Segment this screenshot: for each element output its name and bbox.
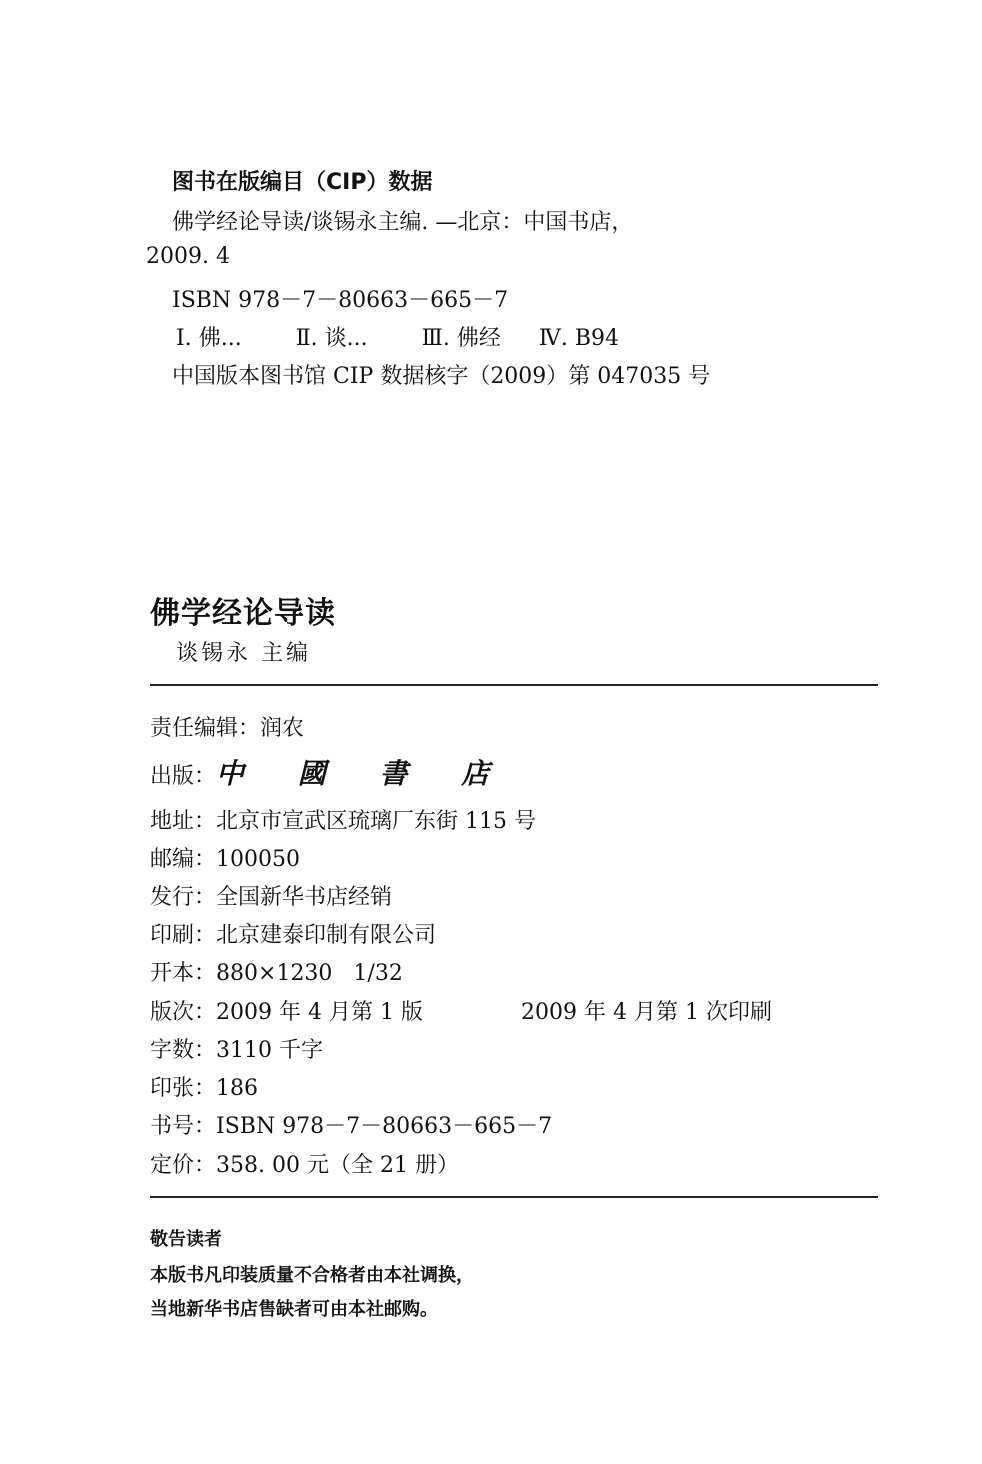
cip-class-1-num: Ⅰ [176, 326, 185, 351]
cip-classification: Ⅰ. 佛... Ⅱ. 谈... Ⅲ. 佛经 Ⅳ. B94 [176, 326, 620, 351]
publisher-row [150, 752, 511, 792]
notice-heading: 敬告读者 [150, 1229, 222, 1250]
distribution-row [150, 880, 392, 911]
cip-class-3-num: Ⅲ [421, 326, 443, 351]
printing-impression: 2009 年 4 月第 1 次印刷 [521, 1000, 772, 1025]
divider-bottom [150, 1196, 878, 1198]
sheets-label: 印张： [150, 1076, 217, 1101]
booknumber-row [150, 1109, 552, 1140]
editor-label: 责任编辑： [150, 716, 261, 741]
cip-heading: 图书在版编目（CIP）数据 [172, 170, 433, 195]
format-row [150, 956, 403, 987]
printing-label: 印刷： [150, 923, 217, 948]
editor-value: 润农 [260, 716, 305, 741]
wordcount-label: 字数： [150, 1038, 217, 1063]
cip-line-1: 佛学经论导读/谈锡永主编. —北京：中国书店， [172, 210, 634, 235]
wordcount-row [150, 1033, 323, 1064]
price-value: 358. 00 元（全 21 册） [216, 1153, 459, 1178]
book-author: 谈锡永 主编 [176, 641, 311, 666]
cip-class-1-text: 佛... [198, 326, 242, 351]
divider-top [150, 684, 878, 686]
sheets-row [150, 1071, 258, 1102]
wordcount-value: 3110 千字 [216, 1038, 323, 1063]
address-row [150, 804, 536, 835]
address-value: 北京市宣武区琉璃厂东街 115 号 [216, 809, 536, 834]
sheets-value: 186 [216, 1076, 259, 1101]
notice-line-2: 当地新华书店售缺者可由本社邮购。 [150, 1299, 438, 1320]
publisher-label: 出版： [150, 764, 217, 789]
publisher-logo-text: 中 國 書 店 [216, 757, 512, 790]
cip-isbn: ISBN 978－7－80663－665－7 [172, 288, 509, 313]
cip-line-2: 2009. 4 [146, 244, 230, 269]
format-label: 开本： [150, 961, 217, 986]
editor-row [150, 711, 304, 742]
edition-value: 2009 年 4 月第 1 版 [216, 1000, 423, 1025]
cip-class-4-text: B94 [574, 326, 620, 351]
distribution-label: 发行： [150, 885, 217, 910]
cip-class-4-num: Ⅳ [538, 326, 561, 351]
distribution-value: 全国新华书店经销 [216, 885, 393, 910]
cip-class-2-text: 谈... [324, 326, 368, 351]
printing-value: 北京建泰印制有限公司 [216, 923, 437, 948]
notice-line-1: 本版书凡印装质量不合格者由本社调换， [150, 1265, 474, 1286]
price-row [150, 1148, 459, 1179]
edition-label: 版次： [150, 1000, 217, 1025]
address-label: 地址： [150, 809, 217, 834]
cip-verification: 中国版本图书馆 CIP 数据核字（2009）第 047035 号 [172, 364, 711, 389]
booknumber-value: ISBN 978－7－80663－665－7 [216, 1114, 553, 1139]
postcode-label: 邮编： [150, 847, 217, 872]
booknumber-label: 书号： [150, 1114, 217, 1139]
postcode-value: 100050 [216, 847, 300, 872]
cip-class-2-num: Ⅱ [295, 326, 311, 351]
edition-row [150, 995, 423, 1026]
printing-row [150, 918, 436, 949]
format-value: 880×1230 1/32 [216, 961, 403, 986]
postcode-row [150, 842, 300, 873]
cip-class-3-text: 佛经 [456, 326, 501, 351]
book-title: 佛学经论导读 [150, 596, 336, 631]
price-label: 定价： [150, 1153, 217, 1178]
